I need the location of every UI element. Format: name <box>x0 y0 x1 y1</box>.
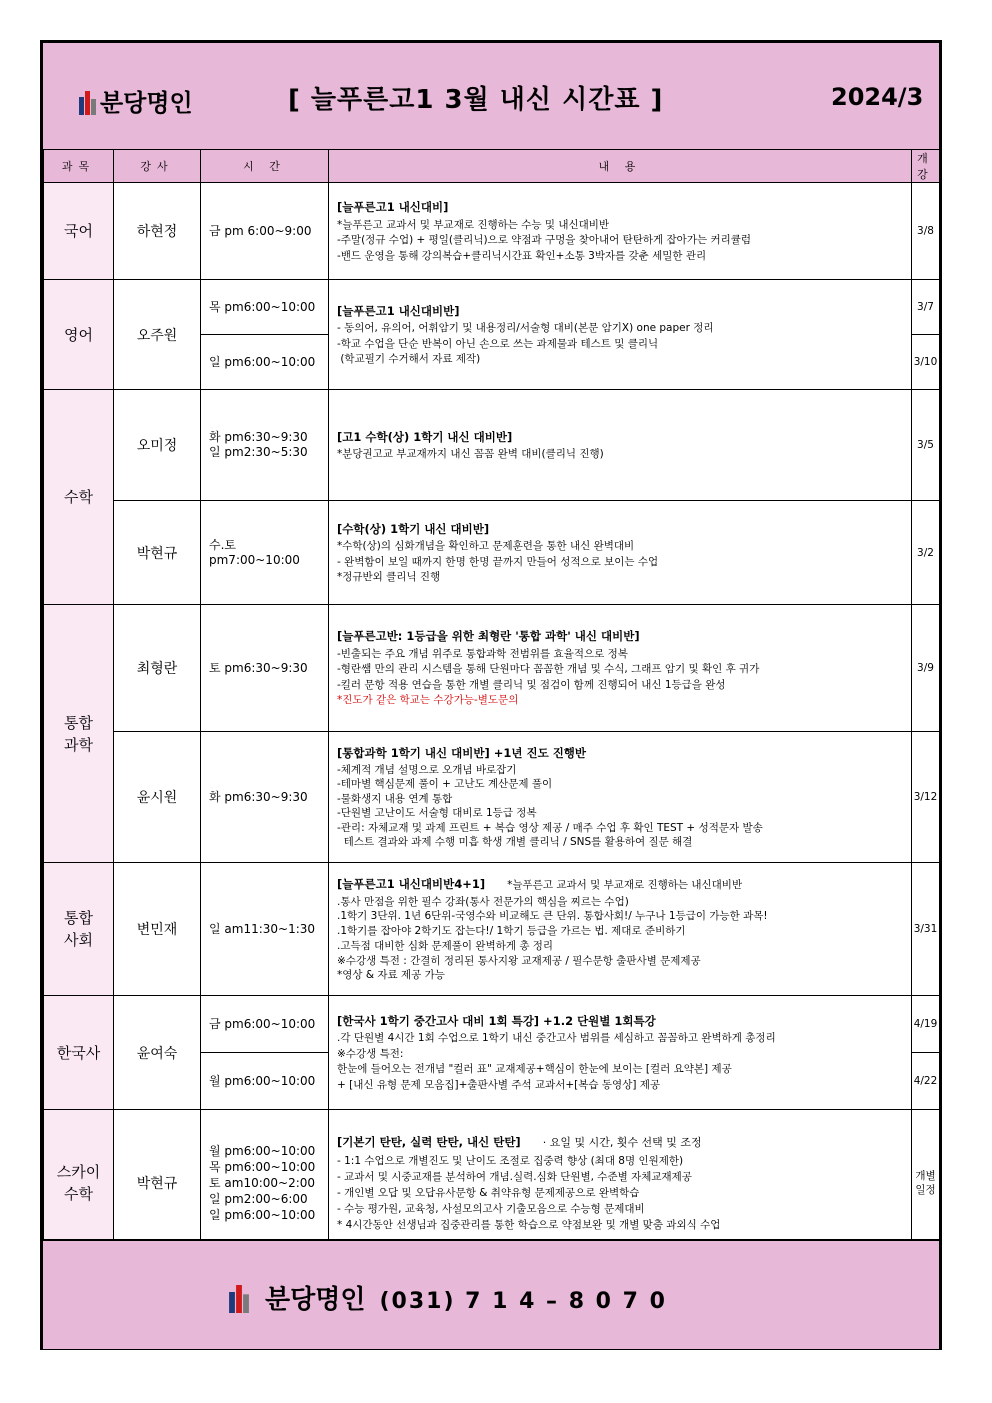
time-cell: 금 pm6:00~10:00 <box>201 996 329 1053</box>
open-date: 3/10 <box>912 335 940 390</box>
time-line: pm7:00~10:00 <box>209 552 300 567</box>
time-line: 수.토 <box>209 537 236 552</box>
content-line: ※수강생 특전: <box>337 1047 404 1060</box>
time-cell <box>201 501 329 605</box>
time-line: 일 pm2:00~6:00 <box>209 1191 308 1206</box>
course-title-row <box>337 877 903 893</box>
subject-cell: 한국사 <box>44 996 114 1110</box>
col-open: 개강 <box>912 150 940 183</box>
content-line: *늘푸른고 교과서 및 부교재로 진행하는 수능 및 내신대비반 <box>337 218 610 231</box>
content-cell <box>329 280 912 390</box>
logo-icon <box>229 1285 249 1313</box>
brand <box>79 83 193 118</box>
time-cell: 토 pm6:30~9:30 <box>201 605 329 732</box>
open-date: 3/8 <box>912 183 940 280</box>
content-line: -체계적 개념 설명으로 오개념 바로잡기 <box>337 763 517 776</box>
time-line: 일 pm6:00~10:00 <box>209 1207 316 1222</box>
subject-line: 사회 <box>64 931 93 949</box>
open-date: 3/5 <box>912 390 940 501</box>
time-line: 월 pm6:00~10:00 <box>209 1143 316 1158</box>
content-cell <box>329 732 912 863</box>
course-title: [기본기 탄탄, 실력 탄탄, 내신 탄탄] <box>337 1135 521 1149</box>
subject-line: 스카이 <box>56 1162 101 1181</box>
footer-contact <box>229 1279 667 1316</box>
open-date <box>912 1110 940 1256</box>
open-date: 3/9 <box>912 605 940 732</box>
table-row <box>44 501 940 605</box>
col-time: 시 간 <box>201 150 329 183</box>
content-line: *정규반외 클리닉 진행 <box>337 571 441 583</box>
content-line: 한눈에 들어오는 전개념 "컬러 표" 교재제공+핵심이 한눈에 보이는 [컬러 요약본] 제공 <box>337 1063 732 1076</box>
time-cell: 일 am11:30~1:30 <box>201 863 329 996</box>
table-row <box>44 183 940 280</box>
course-title: [늘푸른고1 내신대비] <box>337 200 449 214</box>
content-line: - 1:1 수업으로 개별진도 및 난이도 조절로 집중력 향상 (최대 8명 인원제한) <box>337 1155 684 1167</box>
subject-cell: 국어 <box>44 183 114 280</box>
content-cell <box>329 863 912 996</box>
time-line: 일 pm2:30~5:30 <box>209 445 308 459</box>
teacher-cell: 박현규 <box>114 501 201 605</box>
content-line: -빈출되는 주요 개념 위주로 통합과학 전범위를 효율적으로 정복 <box>337 647 628 660</box>
open-date: 3/2 <box>912 501 940 605</box>
teacher-cell: 윤시원 <box>114 732 201 863</box>
content-line: + [내신 유형 문제 모음집]+출판사별 주석 교과서+[복습 동영상] 제공 <box>337 1078 661 1091</box>
subject-cell <box>44 605 114 863</box>
table-header-row <box>44 150 940 183</box>
course-title: [고1 수학(상) 1학기 내신 대비반] <box>337 429 513 444</box>
content-line: *분당권고교 부교재까지 내신 꼼꼼 완벽 대비(클리닉 진행) <box>337 448 604 460</box>
content-line: ※수강생 특전 : 간결히 정리된 통사지왕 교재제공 / 필수문항 출판사별 문제제공 <box>337 954 701 967</box>
course-title: [늘푸른고1 내신대비반] <box>337 303 460 318</box>
content-line: 테스트 결과와 과제 수행 미흡 학생 개별 클리닉 / SNS를 활용하여 질문 해결 <box>337 836 693 849</box>
open-date: 4/22 <box>912 1053 940 1110</box>
course-title: [늘푸른고반: 1등급을 위한 최형란 '통합 과학' 내신 대비반] <box>337 629 640 644</box>
content-cell <box>329 183 912 280</box>
content-line: .1학기를 잡아야 2학기도 잡는다!/ 1학기 등급을 가르는 법. 제대로 준비하기 <box>337 925 686 938</box>
footer-brand: 분당명인 <box>265 1285 366 1315</box>
teacher-cell: 변민재 <box>114 863 201 996</box>
teacher-cell: 오미정 <box>114 390 201 501</box>
content-line: .1학기 3단위. 1년 6단위-국영수와 비교해도 큰 단위. 통합사회!/ 누구나 1등급이 가능한 과목! <box>337 910 768 923</box>
open-date: 4/19 <box>912 996 940 1053</box>
subject-cell <box>44 1110 114 1256</box>
open-date: 3/31 <box>912 863 940 996</box>
teacher-cell: 박현규 <box>114 1110 201 1256</box>
time-cell: 금 pm 6:00~9:00 <box>201 183 329 280</box>
content-note: *진도가 같은 학교는 수강가능-별도문의 <box>337 694 519 707</box>
subject-line: 통합 <box>64 713 93 732</box>
content-cell <box>329 996 912 1110</box>
schedule-table <box>43 149 940 1256</box>
content-line: -학교 수업을 단순 반복이 아닌 손으로 쓰는 과제물과 테스트 및 클리닉 <box>337 337 659 350</box>
col-subject: 과목 <box>44 150 114 183</box>
content-line: -관리: 자체교재 및 과제 프린트 + 복습 영상 제공 / 매주 수업 후 확인 TEST + 성적문자 발송 <box>337 821 763 834</box>
time-cell: 화 pm6:30~9:30 <box>201 732 329 863</box>
subject-cell <box>44 863 114 996</box>
content-line: - 동의어, 유의어, 어휘암기 및 내용정리/서술형 대비(본문 암기X) one paper 정리 <box>337 322 714 334</box>
teacher-cell: 오주원 <box>114 280 201 390</box>
content-line: -테마별 핵심문제 풀이 + 고난도 계산문제 풀이 <box>337 778 553 791</box>
table-row <box>44 732 940 863</box>
subject-line: 통합 <box>64 909 93 927</box>
content-line: -주말(정규 수업) + 평일(클리닉)으로 약점과 구멍을 찾아내어 탄탄하게 잡아가는 커리큘럼 <box>337 234 752 246</box>
content-line: -물화생지 내용 연계 통합 <box>337 792 453 805</box>
content-cell <box>329 501 912 605</box>
content-line: (학교필기 수거해서 자료 제작) <box>337 353 481 365</box>
course-title: [한국사 1학기 중간고사 대비 1회 특강] +1.2 단원별 1회특강 <box>337 1013 656 1028</box>
time-cell: 월 pm6:00~10:00 <box>201 1053 329 1110</box>
brand-name: 분당명인 <box>100 89 193 117</box>
table-row <box>44 390 940 501</box>
table-row <box>44 996 940 1053</box>
course-title-row <box>337 1134 903 1151</box>
page-header <box>43 43 939 151</box>
content-line: - 교과서 및 시중교재를 분석하여 개념.실력.심화 단원별, 수준별 자체교재제공 <box>337 1171 692 1183</box>
content-line: .각 단원별 4시간 1회 수업으로 1학기 내신 중간고사 범위를 세심하고 꼼꼼하고 완벽하게 총정리 <box>337 1032 776 1045</box>
content-line: * 4시간동안 선생님과 집중관리를 통한 학습으로 약점보완 및 개별 맞춤 과외식 수업 <box>337 1219 721 1231</box>
time-cell: 목 pm6:00~10:00 <box>201 280 329 335</box>
time-line: 목 pm6:00~10:00 <box>209 1159 316 1174</box>
table-row <box>44 863 940 996</box>
table-row <box>44 1110 940 1256</box>
open-line: 일정 <box>915 1183 936 1196</box>
course-title: [통합과학 1학기 내신 대비반] +1년 진도 진행반 <box>337 746 587 761</box>
subject-line: 수학 <box>64 1184 93 1203</box>
content-line: *수학(상)의 심화개념을 확인하고 문제훈련을 통한 내신 완벽대비 <box>337 540 635 552</box>
content-cell <box>329 605 912 732</box>
page-footer <box>43 1239 939 1349</box>
subject-line: 과학 <box>64 735 93 754</box>
content-line: -단원별 고난이도 서술형 대비로 1등급 정복 <box>337 807 537 820</box>
content-line: - 개인별 오답 및 오답유사문항 & 취약유형 문제제공으로 완벽학습 <box>337 1187 640 1199</box>
course-title-note: · 요일 및 시간, 횟수 선택 및 조정 <box>542 1136 702 1149</box>
content-line: .통사 만점을 위한 필수 강좌(통사 전문가의 핵심을 찌르는 수업) <box>337 895 629 908</box>
time-cell: 일 pm6:00~10:00 <box>201 335 329 390</box>
phone-number: (031) 7 1 4 – 8 0 7 0 <box>379 1289 667 1314</box>
logo-icon <box>79 91 96 115</box>
open-line: 개별 <box>915 1169 936 1182</box>
content-cell <box>329 390 912 501</box>
teacher-cell: 윤여숙 <box>114 996 201 1110</box>
course-title-note: *늘푸른고 교과서 및 부교재로 진행하는 내신대비반 <box>507 878 743 891</box>
page-date: 2024/3 <box>831 83 924 111</box>
col-content: 내 용 <box>329 150 912 183</box>
content-line: - 수능 평가원, 교육청, 사설모의고사 기출모음으로 수능형 문제대비 <box>337 1203 645 1215</box>
teacher-cell: 하현정 <box>114 183 201 280</box>
table-row <box>44 280 940 335</box>
content-line: *영상 & 자료 제공 가능 <box>337 969 445 982</box>
content-line: -형란쌤 만의 관리 시스템을 통해 단원마다 꼼꼼한 개념 및 수식, 그래프 암기 및 확인 후 귀가 <box>337 663 760 676</box>
open-date: 3/7 <box>912 280 940 335</box>
content-line: -킬러 문항 적용 연습을 통한 개별 클리닉 및 점검이 함께 진행되어 내신 1등급을 완성 <box>337 678 726 691</box>
content-line: .고득점 대비한 심화 문제풀이 완벽하게 총 정리 <box>337 939 554 952</box>
course-title: [늘푸른고1 내신대비반4+1] <box>337 876 486 891</box>
content-line: - 완벽함이 보일 때까지 한명 한명 끝까지 만들어 성적으로 보이는 수업 <box>337 555 659 568</box>
time-cell <box>201 1110 329 1256</box>
time-line: 화 pm6:30~9:30 <box>209 430 308 444</box>
page-title: [ 늘푸른고1 3월 내신 시간표 ] <box>288 85 664 115</box>
table-row <box>44 605 940 732</box>
content-line: -밴드 운영을 통해 강의복습+클리닉시간표 확인+소통 3박자를 갖춘 세밀한 관리 <box>337 249 707 262</box>
time-line: 토 am10:00~2:00 <box>209 1175 316 1190</box>
course-title: [수학(상) 1학기 내신 대비반] <box>337 521 490 536</box>
open-date: 3/12 <box>912 732 940 863</box>
timetable-page <box>40 40 942 1350</box>
teacher-cell: 최형란 <box>114 605 201 732</box>
col-teacher: 강사 <box>114 150 201 183</box>
content-cell <box>329 1110 912 1256</box>
time-cell <box>201 390 329 501</box>
subject-cell: 영어 <box>44 280 114 390</box>
subject-cell: 수학 <box>44 390 114 605</box>
